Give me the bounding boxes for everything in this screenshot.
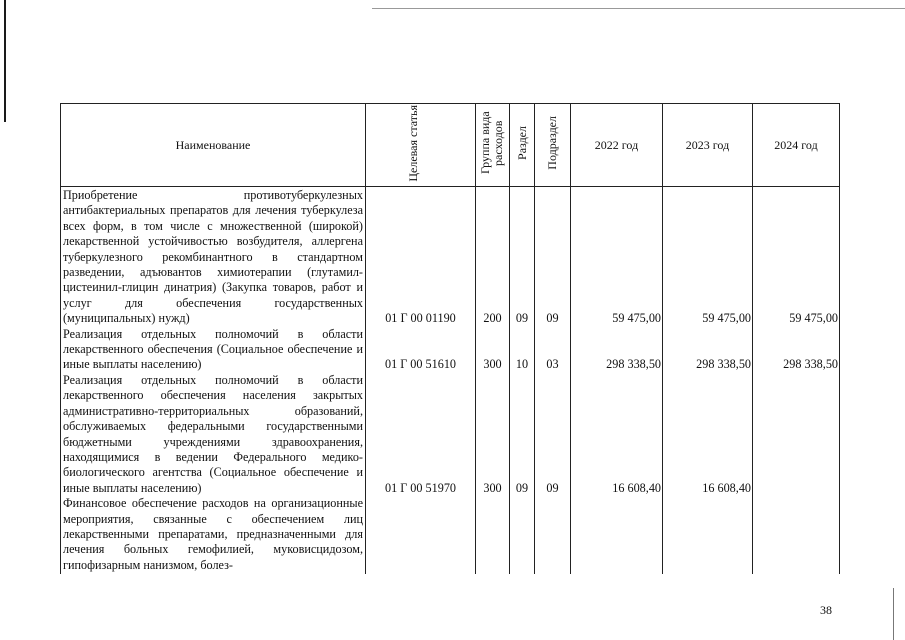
row-amount-2024 — [753, 373, 840, 496]
row-target: 01 Г 00 51610 — [366, 327, 476, 373]
scan-edge-left — [4, 0, 6, 122]
row-target — [366, 496, 476, 574]
row-group: 200 — [476, 187, 510, 327]
row-target: 01 Г 00 51970 — [366, 373, 476, 496]
row-section — [510, 496, 535, 574]
table-row — [61, 327, 840, 373]
row-group: 300 — [476, 327, 510, 373]
row-target: 01 Г 00 01190 — [366, 187, 476, 327]
col-header-subsection: Подраздел — [535, 104, 571, 187]
row-amount-2024 — [753, 496, 840, 574]
col-header-2024: 2024 год — [753, 104, 840, 187]
table-row-partial — [61, 496, 840, 574]
row-subsection: 03 — [535, 327, 571, 373]
col-header-section: Раздел — [510, 104, 535, 187]
row-subsection: 09 — [535, 187, 571, 327]
row-group: 300 — [476, 373, 510, 496]
row-amount-2023 — [663, 496, 753, 574]
row-group — [476, 496, 510, 574]
row-amount-2024: 59 475,00 — [753, 187, 840, 327]
row-name: Реализация отдельных полномочий в области лекарственного обеспечения населения закрытых административно-территориальных образований, обслуживаемых федеральными государственными бюджетными учреждениями здравоохранения, находящимися в ведении Федерального медико-биологического агентства (Социальное обеспечение и иные выплаты населению) — [61, 373, 366, 496]
budget-table — [60, 103, 840, 574]
page-number: 38 — [820, 603, 832, 617]
scan-edge-right — [893, 588, 894, 640]
row-subsection — [535, 496, 571, 574]
row-section: 10 — [510, 327, 535, 373]
col-header-target: Целевая статья — [366, 104, 476, 187]
row-amount-2024: 298 338,50 — [753, 327, 840, 373]
row-amount-2022: 298 338,50 — [571, 327, 663, 373]
row-amount-2023: 16 608,40 — [663, 373, 753, 496]
row-name: Приобретение противотуберкулезных антибактериальных препаратов для лечения туберкулеза всех форм, в том числе с множественной (широкой) лекарственной устойчивостью возбудителя, аллергена туберкулезного рекомбинантного в стандартном разведении, адъювантов химиотерапии (глутамил-цистеинил-глицин динатрия) (Закупка товаров, работ и услуг для обеспечения государственных (муниципальных) нужд) — [61, 187, 366, 327]
row-amount-2022: 16 608,40 — [571, 373, 663, 496]
row-section: 09 — [510, 187, 535, 327]
row-name: Реализация отдельных полномочий в области лекарственного обеспечения (Социальное обеспечение и иные выплаты населению) — [61, 327, 366, 373]
row-amount-2022 — [571, 496, 663, 574]
col-header-2022: 2022 год — [571, 104, 663, 187]
row-amount-2022: 59 475,00 — [571, 187, 663, 327]
table-row — [61, 187, 840, 327]
table-header-row — [61, 104, 840, 187]
table-row — [61, 373, 840, 496]
row-subsection: 09 — [535, 373, 571, 496]
row-section: 09 — [510, 373, 535, 496]
row-amount-2023: 298 338,50 — [663, 327, 753, 373]
col-header-2023: 2023 год — [663, 104, 753, 187]
col-header-group: Группа вида расходов — [476, 104, 510, 187]
scan-edge-top — [372, 8, 905, 9]
col-header-name: Наименование — [61, 104, 366, 187]
row-amount-2023: 59 475,00 — [663, 187, 753, 327]
row-name: Финансовое обеспечение расходов на организационные мероприятия, связанные с обеспечением лиц лекарственными препаратами, предназначенными для лечения больных гемофилией, муковисцидозом, гипофизарным нанизмом, болез- — [61, 496, 366, 574]
